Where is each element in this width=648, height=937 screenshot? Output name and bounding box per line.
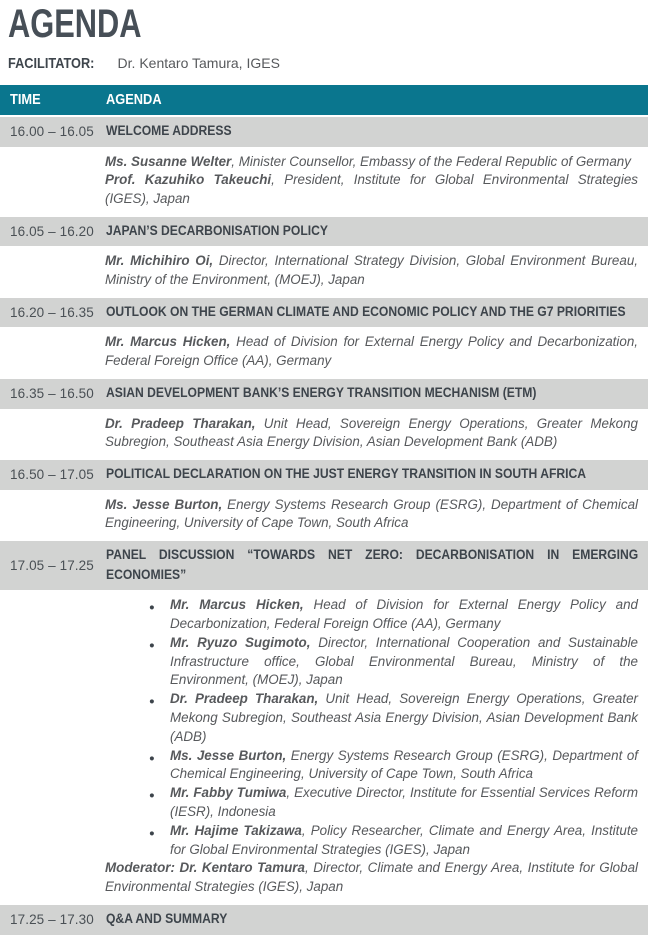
empty-time-cell	[0, 492, 105, 540]
speaker-role: Head of Division for External Energy Policy and Decarbonization, Federal Foreign Office (AA), Germany	[105, 334, 638, 369]
speaker-name: Ms. Jesse Burton,	[105, 496, 223, 512]
session-time: 17.25 – 17.30	[10, 911, 94, 927]
session-time-cell	[0, 460, 105, 490]
bullet-item	[105, 634, 638, 690]
speaker-line	[105, 496, 638, 534]
empty-time-cell	[0, 592, 105, 903]
session-row	[0, 541, 648, 590]
agenda-table	[0, 83, 648, 937]
speaker-role: , Executive Director, Institute for Essential Services Reform (IESR), Indonesia	[170, 785, 638, 820]
session-title: JAPAN’S DECARBONISATION POLICY	[106, 222, 328, 239]
bullet-icon: ●	[149, 752, 155, 764]
session-time-cell	[0, 117, 105, 147]
session-row	[0, 379, 648, 409]
moderator-line	[105, 859, 638, 897]
session-row	[0, 298, 648, 328]
session-title-cell	[105, 379, 648, 409]
speaker-role: , Policy Researcher, Climate and Energy Area, Institute for Global Environmental Strategies (IGES), Japan	[170, 822, 638, 857]
bullet-item	[105, 596, 638, 634]
speaker-name: Mr. Marcus Hicken,	[105, 334, 231, 350]
empty-time-cell	[0, 149, 105, 215]
speaker-name: Mr. Fabby Tumiwa	[170, 785, 287, 801]
session-detail-cell	[105, 492, 648, 540]
bullet-icon: ●	[149, 827, 155, 839]
speaker-name: Mr. Marcus Hicken,	[170, 597, 304, 613]
facilitator-value: Dr. Kentaro Tamura, IGES	[117, 55, 280, 71]
speaker-name: Prof. Kazuhiko Takeuchi	[105, 172, 272, 188]
speaker-role: , President, Institute for Global Environmental Strategies (IGES), Japan	[105, 172, 638, 207]
session-title: Q&A AND SUMMARY	[106, 911, 228, 928]
session-title-cell	[105, 217, 648, 247]
session-title-cell	[105, 460, 648, 490]
column-header-time: TIME	[10, 91, 41, 108]
column-header-time-cell	[0, 85, 105, 115]
session-time: 16.20 – 16.35	[10, 304, 94, 320]
session-time-cell	[0, 298, 105, 328]
bullet-text	[170, 785, 638, 819]
session-row	[0, 460, 648, 490]
bullet-text	[170, 691, 638, 744]
column-header-agenda-cell	[105, 85, 648, 115]
session-time-cell	[0, 905, 105, 935]
session-detail-row	[0, 149, 648, 215]
speaker-line	[105, 171, 638, 209]
speaker-role: Unit Head, Sovereign Energy Operations, Greater Mekong Subregion, Southeast Asia Energy Division, Asian Development Bank (ADB)	[170, 691, 638, 744]
session-title: WELCOME ADDRESS	[106, 123, 232, 139]
agenda-document	[0, 4, 648, 937]
speaker-name: Mr. Hajime Takizawa	[170, 822, 302, 838]
empty-time-cell	[0, 329, 105, 377]
session-title: ASIAN DEVELOPMENT BANK’S ENERGY TRANSITION MECHANISM (ETM)	[106, 385, 537, 402]
page-title-text: AGENDA	[8, 2, 142, 46]
speaker-name: Dr. Pradeep Tharakan,	[105, 415, 256, 431]
session-title: PANEL DISCUSSION “TOWARDS NET ZERO: DECARBONISATION IN EMERGING ECONOMIES”	[106, 547, 639, 583]
session-detail-cell	[105, 592, 648, 903]
session-detail-row	[0, 329, 648, 377]
session-title: POLITICAL DECLARATION ON THE JUST ENERGY TRANSITION IN SOUTH AFRICA	[106, 466, 587, 483]
session-title: OUTLOOK ON THE GERMAN CLIMATE AND ECONOMIC POLICY AND THE G7 PRIORITIES	[106, 303, 626, 320]
empty-time-cell	[0, 411, 105, 459]
bullet-item	[105, 784, 638, 822]
speaker-role: Energy Systems Research Group (ESRG), Department of Chemical Engineering, University of Cape Town, South Africa	[170, 747, 638, 782]
session-detail-cell	[105, 248, 648, 296]
speaker-line	[105, 252, 638, 290]
agenda-table-body	[0, 117, 648, 935]
session-detail-cell	[105, 149, 648, 215]
speaker-name: Mr. Ryuzo Sugimoto,	[170, 634, 311, 650]
bullet-text	[170, 748, 638, 782]
bullet-icon: ●	[149, 696, 155, 708]
speaker-name: Dr. Pradeep Tharakan,	[170, 691, 319, 707]
bullet-item	[105, 822, 638, 860]
session-time: 17.05 – 17.25	[10, 557, 94, 573]
speaker-role: , Minister Counsellor, Embassy of the Federal Republic of Germany	[231, 153, 631, 169]
session-time: 16.35 – 16.50	[10, 385, 94, 401]
facilitator-label: FACILITATOR:	[8, 55, 95, 72]
speaker-role: Director, International Cooperation and Sustainable Infrastructure office, Global Environmental Bureau, Ministry of the Environment, (MOEJ), Japan	[170, 634, 639, 688]
table-header-row	[0, 85, 648, 115]
bullet-text	[170, 635, 638, 688]
session-detail-row	[0, 592, 648, 903]
session-detail-row	[0, 248, 648, 296]
speaker-role: Head of Division for External Energy Policy and Decarbonization, Federal Foreign Office (AA), Germany	[170, 597, 639, 632]
session-row	[0, 117, 648, 147]
speaker-name: Ms. Susanne Welter	[105, 153, 232, 169]
bullet-item	[105, 690, 638, 746]
column-header-agenda: AGENDA	[106, 91, 162, 108]
session-title-cell	[105, 541, 648, 590]
speaker-line	[105, 333, 638, 371]
page-title	[8, 4, 648, 44]
session-title-cell	[105, 117, 648, 147]
facilitator-line	[8, 54, 648, 73]
session-time: 16.50 – 17.05	[10, 466, 94, 482]
bullet-item	[105, 747, 638, 785]
bullet-icon: ●	[149, 602, 155, 614]
bullet-text	[170, 823, 638, 857]
session-detail-cell	[105, 411, 648, 459]
session-time-cell	[0, 541, 105, 590]
bullet-icon: ●	[149, 790, 155, 802]
session-row	[0, 217, 648, 247]
session-time: 16.00 – 16.05	[10, 123, 94, 139]
session-row	[0, 905, 648, 935]
session-time-cell	[0, 379, 105, 409]
bullet-text	[170, 597, 638, 631]
session-title-cell	[105, 298, 648, 328]
speaker-name: Ms. Jesse Burton,	[170, 747, 287, 763]
session-detail-row	[0, 492, 648, 540]
bullet-icon: ●	[149, 639, 155, 651]
moderator-role: , Director, Climate and Energy Area, Institute for Global Environmental Strategies (IGES), Japan	[105, 860, 638, 895]
empty-time-cell	[0, 248, 105, 296]
session-time: 16.05 – 16.20	[10, 223, 94, 239]
speaker-name: Mr. Michihiro Oi,	[105, 253, 214, 269]
moderator-name: Moderator: Dr. Kentaro Tamura	[105, 860, 305, 876]
session-title-cell	[105, 905, 648, 935]
speaker-role: Director, International Strategy Division, Global Environment Bureau, Ministry of the Environment, (MOEJ), Japan	[105, 253, 638, 288]
speaker-line	[105, 153, 638, 172]
speaker-role: Unit Head, Sovereign Energy Operations, Greater Mekong Subregion, Southeast Asia Energy Division, Asian Development Bank (ADB)	[105, 415, 639, 450]
session-detail-row	[0, 411, 648, 459]
session-time-cell	[0, 217, 105, 247]
session-detail-cell	[105, 329, 648, 377]
speaker-line	[105, 415, 638, 453]
speaker-role: Energy Systems Research Group (ESRG), Department of Chemical Engineering, University of Cape Town, South Africa	[105, 496, 638, 531]
